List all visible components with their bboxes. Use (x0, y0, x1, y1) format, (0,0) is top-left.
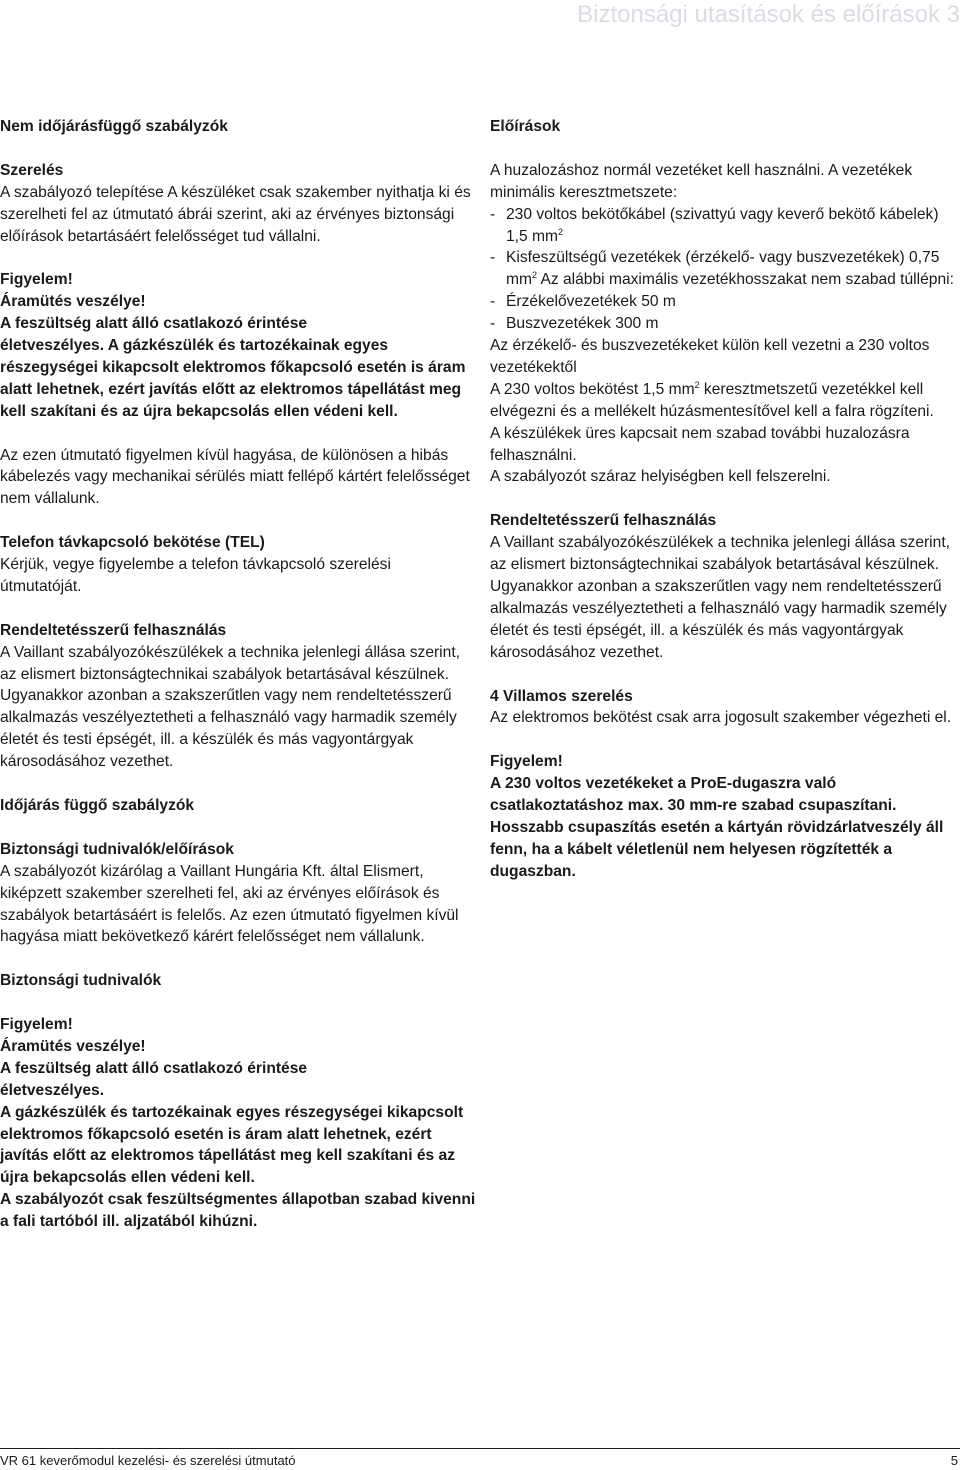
connection-note: A 230 voltos bekötést 1,5 $mm^2$ keresztmetszetű vezetékkel kell elvégezni és a mellékelt húzásmentesítővel kell a falra rögzíteni. (490, 379, 934, 420)
warning-label: Figyelem! (490, 753, 563, 771)
section-heading-weather: Időjárás függő szabályzók (0, 797, 195, 814)
warning-contact: A feszültség alatt álló csatlakozó érintése (0, 315, 308, 333)
list-item-text: Érzékelővezetékek 50 m (506, 293, 676, 311)
list-dash: - (490, 205, 496, 223)
warning-shock: Áramütés veszélye! (0, 293, 146, 311)
intended-use-title: Rendeltetésszerű felhasználás (490, 512, 717, 530)
safety-info-title: Biztonsági tudnivalók (0, 972, 162, 990)
separation-note: Az érzékelő- és buszvezetékeket külön kell vezetni a 230 voltos vezetékektől (490, 337, 930, 376)
footer-document-title: VR 61 keverőmodul kezelési- és szerelési útmutató (0, 1453, 296, 1468)
list-item (490, 313, 960, 335)
warning-block-2 (0, 1014, 476, 1233)
disclaimer-text: Az ezen útmutató figyelmen kívül hagyása, de különösen a hibás kábelezés vagy mechanikai sérülés miatt fellépő kártért felelősséget nem vállalunk. (0, 446, 470, 508)
list-item (490, 204, 960, 248)
warning-life-danger: életveszélyes. (0, 337, 105, 355)
page-number: 5 (950, 1453, 958, 1468)
page-footer (0, 1448, 960, 1467)
warning-removal: A szabályozót csak feszültségmentes állapotban szabad kivenni a fali tartóból ill. aljzatából kihúzni. (0, 1191, 476, 1231)
right-column (490, 116, 960, 883)
cable-list (490, 204, 960, 335)
warning-detail (0, 335, 476, 423)
left-column (0, 116, 476, 1233)
safety-rules-title: Biztonsági tudnivalók/előírások (0, 840, 234, 858)
safety-rules-body: A szabályozót kizárólag a Vaillant Hungária Kft. által Elismert, kiképzett szakember szerelheti fel, aki az érvényes előírások és szabályok betartásáért is felelős. Az ezen útmutató figyelmen kívül hagyása miatt bekövetkező kárért felelősséget nem vállalunk. (0, 862, 459, 946)
page-header-title: Biztonsági utasítások és előírások 3 (577, 1, 960, 28)
list-item-text: Buszvezetékek 300 m (506, 315, 659, 333)
list-item (490, 247, 960, 291)
electrical-installation-title: 4 Villamos szerelés (490, 687, 633, 705)
warning-detail-text: A gázkészülék és tartozékainak egyes részegységei kikapcsolt elektromos főkapcsoló esetén is áram alatt lehetnek, ezért javítás előtt az elektromos tápellátást meg kell szakítani és az újra bekapcsolás ellen védeni kell. (0, 337, 466, 420)
section-heading-non-weather: Nem időjárásfüggő szabályzók (0, 118, 228, 135)
intended-use-body: A Vaillant szabályozókészülékek a technika jelenlegi állása szerint, az elismert biztonságtechnikai szabályok betartásával készülnek. Ugyanakkor azonban a szakszerűtlen vagy nem rendeltetésszerű alkalmazás veszélyeztetheti a felhasználó vagy harmadik személy életét és testi épségét, ill. a készülék és más vagyontárgyak károsodásához vezethet. (0, 643, 460, 771)
list-dash: - (490, 315, 496, 333)
list-item-text: Kisfeszültségű vezetékek (érzékelő- vagy buszvezetékek) 0,75 $mm^2$ Az alábbi maximális vezetékhosszakat nem szabad túllépni: (506, 249, 954, 289)
warning-block-3 (490, 751, 960, 882)
warning-detail-text: A gázkészülék és tartozékainak egyes részegységei kikapcsolt elektromos főkapcsoló esetén is áram alatt lehetnek, ezért javítás előtt az elektromos tápellátást meg kell szakítani és az újra bekapcsolás ellen védeni kell. (0, 1103, 464, 1187)
installation-title: Szerelés (0, 161, 64, 179)
warning-life-danger: életveszélyes. (0, 1081, 105, 1099)
tel-body: Kérjük, vegye figyelembe a telefon távkapcsoló szerelési útmutatóját. (0, 556, 391, 595)
intended-use-body: A Vaillant szabályozókészülékek a technika jelenlegi állása szerint, az elismert biztonságtechnikai szabályok betartásával készülnek. Ugyanakkor azonban a szakszerűtlen vagy nem rendeltetésszerű alkalmazás veszélyeztetheti a felhasználó vagy harmadik személy életét és testi épségét, ill. a készülék és más vagyontárgyak károsodásához vezethet. (490, 534, 950, 661)
warning-label: Figyelem! (0, 271, 73, 289)
warning-short-circuit: Hosszabb csupaszítás esetén a kártyán rövidzárlatveszély áll fenn, ha a kábelt véletlenül nem helyesen rögzítették a dugaszban. (490, 818, 944, 880)
warning-stripping: A 230 voltos vezetékeket a ProE-dugaszra való csatlakoztatáshoz max. 30 mm-re szabad csupaszítani. (490, 775, 897, 815)
regulations-intro: A huzalozáshoz normál vezetéket kell használni. A vezetékek minimális keresztmetszete: (490, 161, 913, 201)
list-item-text: 230 voltos bekötőkábel (szivattyú vagy keverő bekötő kábelek) 1,5 $mm^2$ (506, 205, 939, 245)
warning-contact: A feszültség alatt álló csatlakozó érintése (0, 1059, 308, 1077)
dry-room-note: A szabályozót száraz helyiségben kell felszerelni. (490, 468, 831, 486)
installation-body: A szabályozó telepítése A készüléket csak szakember nyithatja ki és szerelheti fel az útmutató ábrái szerint, aki az érvényes biztonsági előírások betartásáért felelősséget tud vállalni. (0, 183, 471, 245)
list-dash: - (490, 249, 496, 267)
tel-title: Telefon távkapcsoló bekötése (TEL) (0, 534, 265, 552)
electrical-installation-body: Az elektromos bekötést csak arra jogosult szakember végezheti el. (490, 709, 952, 727)
list-item (490, 291, 960, 313)
list-dash: - (490, 293, 496, 311)
terminals-note: A készülékek üres kapcsait nem szabad további huzalozásra felhasználni. (490, 424, 910, 464)
warning-block-1 (0, 269, 476, 422)
regulations-title: Előírások (490, 118, 561, 135)
intended-use-title: Rendeltetésszerű felhasználás (0, 621, 227, 639)
warning-shock: Áramütés veszélye! (0, 1037, 146, 1055)
warning-label: Figyelem! (0, 1016, 73, 1034)
